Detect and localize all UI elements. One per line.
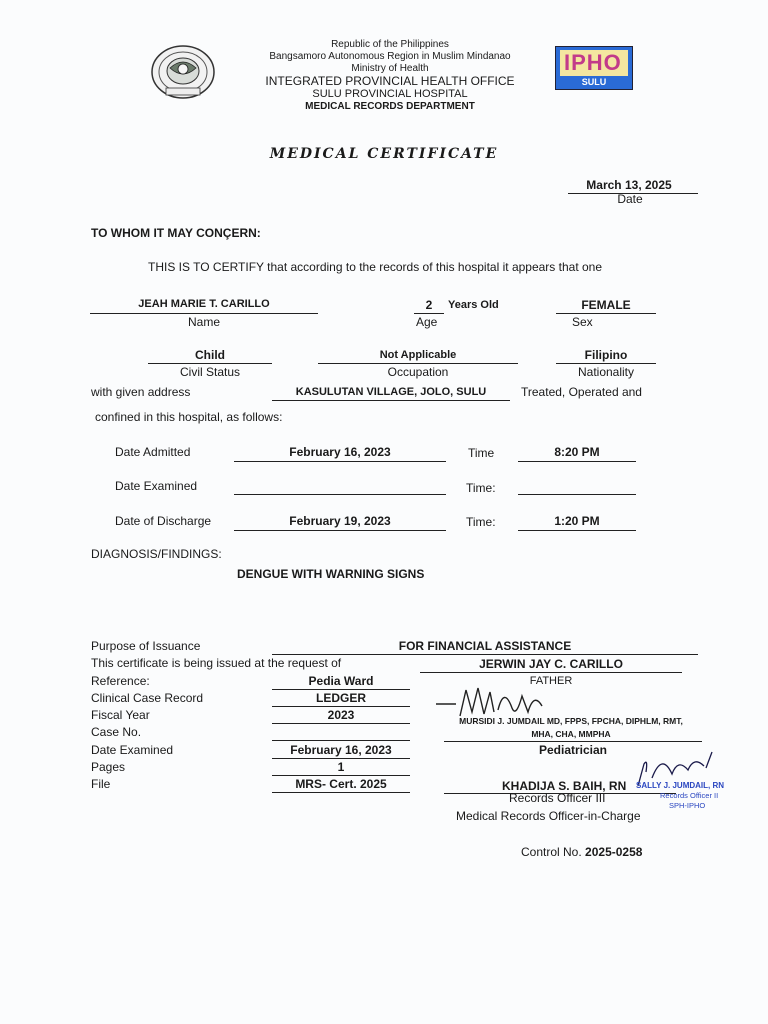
- patient-nationality-label: Nationality: [577, 365, 635, 379]
- stamp-line-2: Records Officer II: [660, 791, 719, 800]
- diagnosis-label: DIAGNOSIS/FINDINGS:: [91, 547, 222, 561]
- ipho-logo: [555, 46, 633, 90]
- date-admitted-value: February 16, 2023: [289, 445, 391, 459]
- date-examined-label: Date Examined: [115, 479, 198, 493]
- physician-name: MURSIDI J. JUMDAIL MD, FPPS, FPCHA, DIPHLM, RMT,: [459, 716, 683, 726]
- reference-value: Pedia Ward: [308, 674, 374, 688]
- control-number-value: 2025-0258: [585, 845, 643, 859]
- control-number: [521, 845, 642, 859]
- ipho-logo-sub: SULU: [581, 77, 607, 87]
- reference-label: Reference:: [91, 674, 150, 688]
- examined-time-label: Time:: [466, 481, 496, 495]
- patient-name: JEAH MARIE T. CARILLO: [138, 298, 270, 310]
- purpose-value: FOR FINANCIAL ASSISTANCE: [398, 639, 572, 653]
- records-officer-role: Medical Records Officer-in-Charge: [456, 809, 641, 823]
- patient-nationality: Filipino: [584, 348, 628, 362]
- requester-relation: FATHER: [529, 675, 573, 687]
- file-value: MRS- Cert. 2025: [295, 777, 387, 791]
- stamp-line-1: SALLY J. JUMDAIL, RN: [636, 781, 725, 790]
- stamp-line-3: SPH-IPHO: [669, 801, 706, 810]
- date-examined-issue-value: February 16, 2023: [290, 743, 392, 757]
- header-department: MEDICAL RECORDS DEPARTMENT: [305, 101, 475, 112]
- patient-civil-status-label: Civil Status: [179, 365, 241, 379]
- patient-sex-label: Sex: [572, 315, 593, 329]
- discharge-time-label: Time:: [466, 515, 496, 529]
- certificate-date-label: Date: [617, 192, 643, 206]
- admitted-time-value: 8:20 PM: [554, 445, 600, 459]
- patient-civil-status: Child: [195, 348, 225, 362]
- date-examined-issue-label: Date Examined: [91, 743, 174, 757]
- intro-text: THIS IS TO CERTIFY that according to the records of this hospital it appears that one: [148, 260, 603, 274]
- file-label: File: [91, 777, 111, 791]
- page-title: MEDICAL CERTIFICATE: [269, 146, 499, 162]
- ipho-logo-text: IPHO: [564, 50, 622, 75]
- fiscal-year-label: Fiscal Year: [91, 708, 150, 722]
- patient-age-unit: Years Old: [448, 299, 499, 311]
- pages-value: 1: [337, 760, 345, 774]
- case-record-label: Clinical Case Record: [91, 691, 204, 705]
- requester-name: JERWIN JAY C. CARILLO: [479, 657, 623, 671]
- fiscal-year-value: 2023: [327, 708, 355, 722]
- pages-label: Pages: [91, 760, 126, 774]
- physician-credentials: MHA, CHA, MMPHA: [531, 729, 611, 739]
- address-suffix: Treated, Operated and: [521, 385, 642, 399]
- admitted-time-label: Time: [468, 446, 495, 460]
- header-office: INTEGRATED PROVINCIAL HEALTH OFFICE: [265, 74, 515, 88]
- certificate-date: March 13, 2025: [586, 178, 672, 192]
- patient-occupation: Not Applicable: [379, 349, 457, 361]
- date-discharge-label: Date of Discharge: [115, 514, 212, 528]
- records-officer-name: KHADIJA S. BAIH, RN: [502, 779, 627, 793]
- patient-name-label: Name: [187, 315, 220, 329]
- diagnosis-value: DENGUE WITH WARNING SIGNS: [237, 567, 425, 581]
- ministry-of-health-seal: [150, 44, 216, 100]
- patient-age: 2: [425, 298, 433, 312]
- date-discharge-value: February 19, 2023: [289, 514, 391, 528]
- patient-address: KASULUTAN VILLAGE, JOLO, SULU: [295, 386, 487, 398]
- case-record-value: LEDGER: [315, 691, 366, 705]
- salutation: TO WHOM IT MAY CONÇERN:: [91, 226, 261, 240]
- date-admitted-label: Date Admitted: [115, 445, 191, 459]
- confined-text: confined in this hospital, as follows:: [95, 410, 283, 424]
- patient-sex: FEMALE: [581, 298, 631, 312]
- header-region: Bangsamoro Autonomous Region in Muslim Mindanao: [269, 51, 511, 62]
- purpose-label: Purpose of Issuance: [91, 639, 201, 653]
- request-label: This certificate is being issued at the request of: [91, 656, 342, 670]
- discharge-time-value: 1:20 PM: [554, 514, 600, 528]
- header-hospital: SULU PROVINCIAL HOSPITAL: [312, 88, 468, 100]
- header-ministry: Ministry of Health: [351, 63, 429, 74]
- control-number-label: Control No.: [521, 845, 582, 859]
- patient-age-label: Age: [416, 315, 438, 329]
- case-no-label: Case No.: [91, 725, 142, 739]
- patient-occupation-label: Occupation: [387, 365, 449, 379]
- records-officer-title: Records Officer III: [509, 791, 606, 805]
- header-country: Republic of the Philippines: [331, 39, 449, 50]
- physician-title: Pediatrician: [538, 743, 608, 757]
- address-prefix: with given address: [91, 385, 191, 399]
